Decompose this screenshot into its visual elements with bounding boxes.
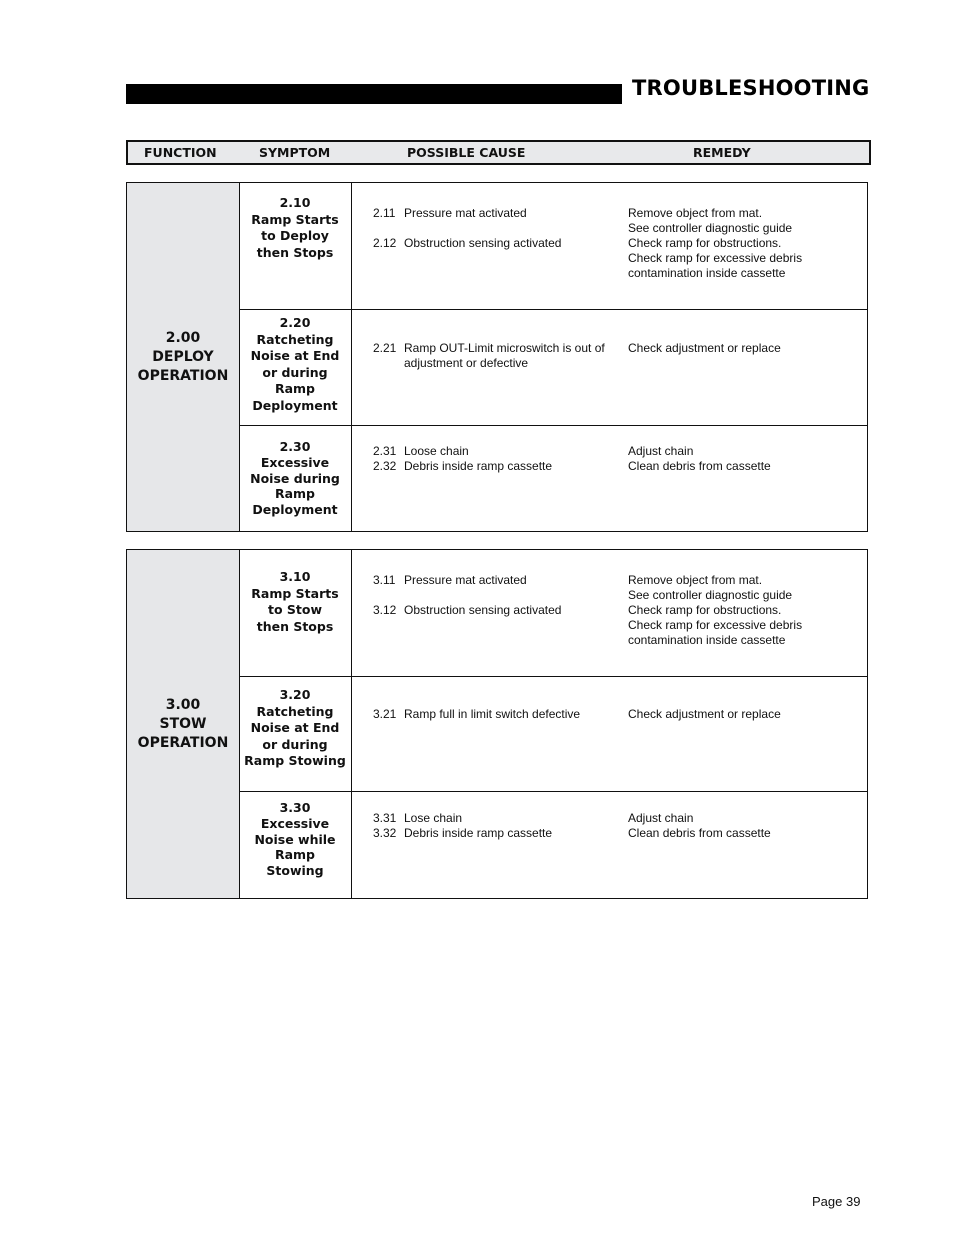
symptom-cell [239, 310, 352, 426]
cause-number: 3.21 [373, 707, 397, 721]
symptom-cell [239, 550, 352, 676]
cause-text: Debris inside ramp cassette [404, 826, 553, 840]
cause-text: Obstruction sensing activated [404, 236, 562, 250]
cause-item [373, 206, 613, 221]
symptom-text: Excessive Noise while Ramp Stowing [254, 815, 336, 879]
function-cell [127, 550, 240, 898]
function-cell [127, 183, 240, 531]
column-header-function: FUNCTION [144, 145, 217, 160]
cause-cell [373, 811, 613, 841]
remedy-cell: Check adjustment or replace [628, 707, 781, 721]
function-label: OPERATION [137, 734, 229, 751]
symptom-text: Ramp Starts to Deploy then Stops [251, 211, 339, 260]
cause-item [373, 341, 613, 371]
function-number: 3.00 [165, 696, 201, 713]
function-label: OPERATION [137, 367, 229, 384]
cause-item [373, 444, 613, 459]
symptom-cell [239, 183, 352, 309]
cause-text: Obstruction sensing activated [404, 603, 562, 617]
cause-item [373, 603, 613, 618]
cause-text: Ramp OUT-Limit microswitch is out of adjustment or defective [404, 341, 605, 370]
function-label: STOW [159, 715, 207, 732]
cause-number: 3.32 [373, 826, 397, 840]
cause-number: 3.31 [373, 811, 397, 825]
cause-item [373, 707, 613, 722]
symptom-number: 3.30 [279, 800, 311, 815]
cause-text: Pressure mat activated [404, 573, 527, 587]
column-header-cause: POSSIBLE CAUSE [407, 145, 526, 160]
cause-number: 2.31 [373, 444, 397, 458]
cause-number: 2.11 [373, 206, 396, 220]
cause-text: Debris inside ramp cassette [404, 459, 553, 473]
cause-item [373, 573, 613, 588]
page-number: Page 39 [812, 1194, 861, 1209]
symptom-number: 3.10 [279, 569, 311, 584]
section-deploy-operation [126, 182, 868, 532]
page-title: TROUBLESHOOTING [632, 76, 870, 100]
symptom-cell [239, 677, 352, 792]
symptom-cell [239, 792, 352, 899]
table-row [239, 791, 867, 899]
cause-cell [373, 206, 613, 251]
column-header-symptom: SYMPTOM [259, 145, 331, 160]
function-label: DEPLOY [152, 348, 214, 365]
cause-text: Ramp full in limit switch defective [404, 707, 581, 721]
cause-cell [373, 707, 613, 722]
table-row [239, 425, 867, 532]
remedy-cell: Adjust chain Clean debris from cassette [628, 444, 771, 473]
cause-item [373, 236, 613, 251]
cause-text: Lose chain [404, 811, 463, 825]
symptom-text: Ratcheting Noise at End or during Ramp Deployment [250, 331, 340, 413]
cause-number: 2.32 [373, 459, 397, 473]
table-row [239, 676, 867, 792]
cause-cell [373, 444, 613, 474]
symptom-cell [239, 426, 352, 532]
cause-cell [373, 573, 613, 618]
symptom-text: Excessive Noise during Ramp Deployment [250, 454, 340, 518]
symptom-number: 2.30 [279, 439, 311, 454]
column-header-remedy: REMEDY [693, 145, 751, 160]
cause-item [373, 826, 613, 841]
symptom-text: Ratcheting Noise at End or during Ramp Stowing [244, 703, 346, 768]
table-row [239, 309, 867, 426]
section-stow-operation [126, 549, 868, 899]
symptom-text: Ramp Starts to Stow then Stops [251, 585, 339, 634]
cause-item [373, 459, 613, 474]
cause-item [373, 811, 613, 826]
header-bar [126, 84, 622, 104]
symptom-number: 3.20 [279, 687, 311, 702]
cause-text: Pressure mat activated [404, 206, 527, 220]
remedy-cell: Remove object from mat. See controller diagnostic guide Check ramp for obstructions. Check ramp for excessive debris contamination inside cassette [628, 206, 803, 280]
cause-number: 2.21 [373, 341, 397, 355]
cause-number: 3.12 [373, 603, 397, 617]
table-row [239, 183, 867, 309]
symptom-number: 2.10 [279, 195, 311, 210]
remedy-cell: Remove object from mat. See controller diagnostic guide Check ramp for obstructions. Check ramp for excessive debris contamination inside cassette [628, 573, 803, 647]
function-number: 2.00 [165, 329, 201, 346]
remedy-cell: Check adjustment or replace [628, 341, 781, 355]
cause-text: Loose chain [404, 444, 469, 458]
cause-cell [373, 341, 613, 371]
cause-number: 2.12 [373, 236, 397, 250]
remedy-cell: Adjust chain Clean debris from cassette [628, 811, 771, 840]
table-row [239, 550, 867, 676]
column-header-row [126, 140, 871, 165]
cause-number: 3.11 [373, 573, 396, 587]
symptom-number: 2.20 [279, 315, 311, 330]
